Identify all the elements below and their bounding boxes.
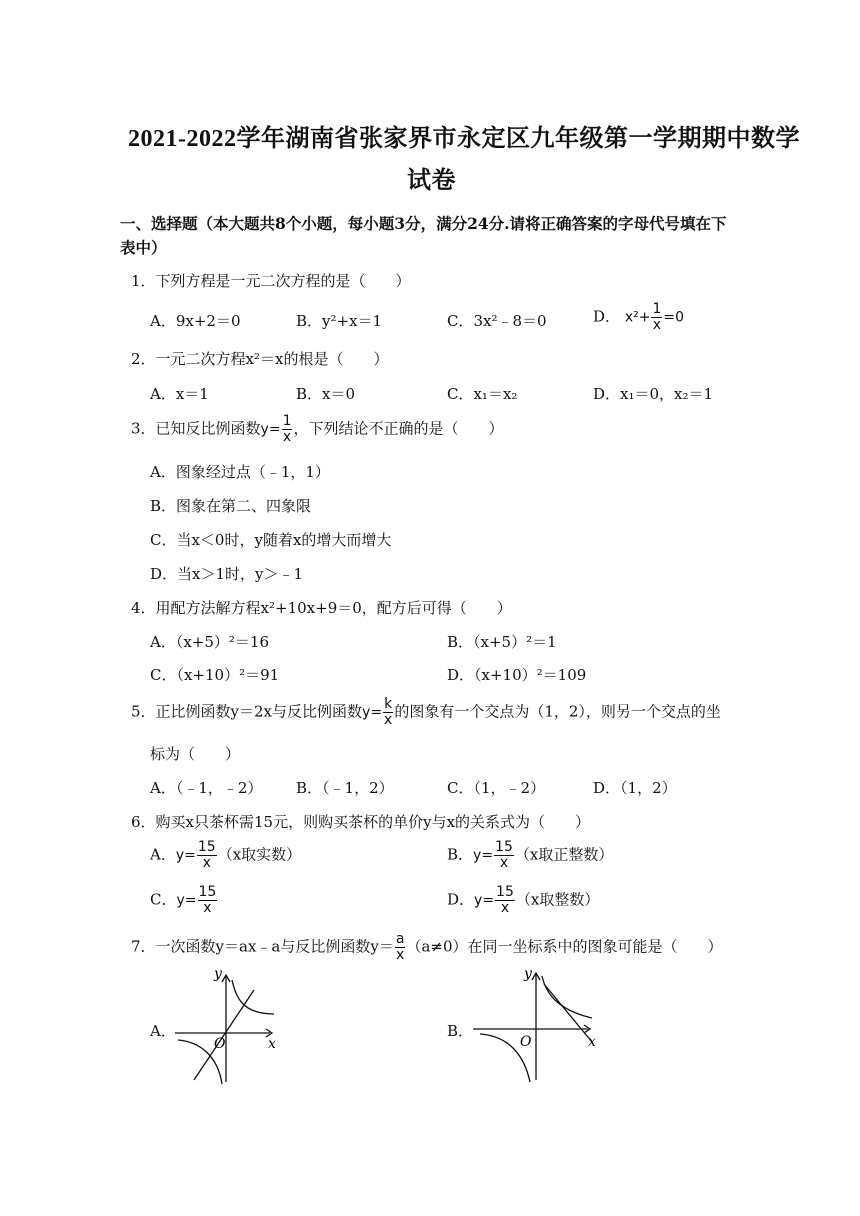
document-title-line2: 试卷 [407,168,456,194]
option-b-expression: y²+x＝1 [322,312,383,330]
question-3-option-a: A．图象经过点（﹣1，1） [150,463,330,481]
question-4-option-d: D．（x+10）²＝109 [447,666,587,684]
hyperbola-branch-q1 [232,980,274,1014]
question-6-option-c: C．y= $\frac{15}{x}$ [150,884,217,916]
fraction: $\frac{k}{x}$ [384,696,393,728]
y-axis-label: y [214,966,222,982]
fraction: $\frac{1}{x}$ [282,413,292,445]
x-axis-label: x [588,1034,596,1050]
question-7-option-a-label: A． [150,1022,176,1040]
origin-label: O [214,1036,226,1052]
fraction: $\frac{15}{x}$ [496,884,514,916]
question-7-stem: 7．一次函数y＝ax﹣a与反比例函数y＝ $\frac{a}{x}$ （a≠0）在同一坐标系中的图象可能是（ ） [131,931,723,963]
document-title-line1: 2021-2022学年湖南省张家界市永定区九年级第一学期期中数学 [128,126,800,152]
question-2-option-a: A．x＝1 [150,385,209,403]
question-3-option-b: B．图象在第二、四象限 [150,497,312,515]
x-axis-label: x [268,1036,276,1052]
question-1-option-d: D． x²+ $\frac{1}{x}$ =0 [593,301,685,333]
question-3-stem: 3．已知反比例函数y= $\frac{1}{x}$ ，下列结论不正确的是（ ） [131,413,504,445]
section-heading-line2: 表中） [120,238,167,257]
fraction: $\frac{a}{x}$ [395,931,405,963]
question-2-option-c: C．x₁＝x₂ [447,385,518,403]
fraction: $\frac{15}{x}$ [495,839,513,871]
question-5-option-d: D．（1，2） [593,779,677,797]
question-5-option-c: C．（1，﹣2） [447,779,546,797]
question-6-stem: 6．购买x只茶杯需15元，则购买茶杯的单价y与x的关系式为（ ） [131,813,591,831]
question-5-option-b: B．（﹣1，2） [296,779,394,797]
question-4-option-c: C．（x+10）²＝91 [150,666,280,684]
question-7-graph-a [170,962,290,1087]
question-2-option-b: B．x＝0 [296,385,356,403]
question-7-option-b-label: B． [447,1022,474,1040]
question-4-stem: 4．用配方法解方程x²+10x+9＝0，配方后可得（ ） [131,599,512,617]
question-7-graph-b [468,962,608,1087]
question-6-option-d: D．y= $\frac{15}{x}$ （x取整数） [447,884,600,916]
fraction: $\frac{15}{x}$ [198,884,217,916]
question-1-option-b: B．y²+x＝1 [296,312,383,330]
question-1-stem: 1．下列方程是一元二次方程的是（ ） [131,272,411,290]
question-1-option-a: A．9x+2＝0 [150,312,241,330]
question-2-option-d: D．x₁＝0，x₂＝1 [593,385,714,403]
question-6-option-b: B．y= $\frac{15}{x}$ （x取正整数） [447,839,614,871]
question-5-stem-line2: 标为（ ） [150,745,241,763]
origin-label: O [520,1034,532,1050]
question-4-option-a: A．（x+5）²＝16 [150,633,270,651]
question-5-stem: 5．正比例函数y＝2x与反比例函数y= $\frac{k}{x}$ 的图象有一个交点为（1，2），则另一个交点的坐 [131,696,721,728]
fraction: $\frac{1}{x}$ [652,301,662,333]
question-6-option-a: A．y= $\frac{15}{x}$ （x取实数） [150,839,302,871]
question-1-option-c: C．3x²﹣8＝0 [447,312,547,330]
question-5-option-a: A．（﹣1，﹣2） [150,779,263,797]
fraction: $\frac{15}{x}$ [197,839,216,871]
question-3-option-c: C．当x＜0时，y随着x的增大而增大 [150,531,392,549]
line [544,984,592,1042]
question-2-stem: 2．一元二次方程x²＝x的根是（ ） [131,350,389,368]
section-heading-line1: 一、选择题（本大题共8个小题，每小题3分，满分24分.请将正确答案的字母代号填在下 [120,214,727,233]
question-4-option-b: B．（x+5）²＝1 [447,633,557,651]
y-axis-label: y [524,966,532,982]
question-3-option-d: D．当x＞1时，y＞﹣1 [150,565,304,583]
line [194,990,254,1080]
